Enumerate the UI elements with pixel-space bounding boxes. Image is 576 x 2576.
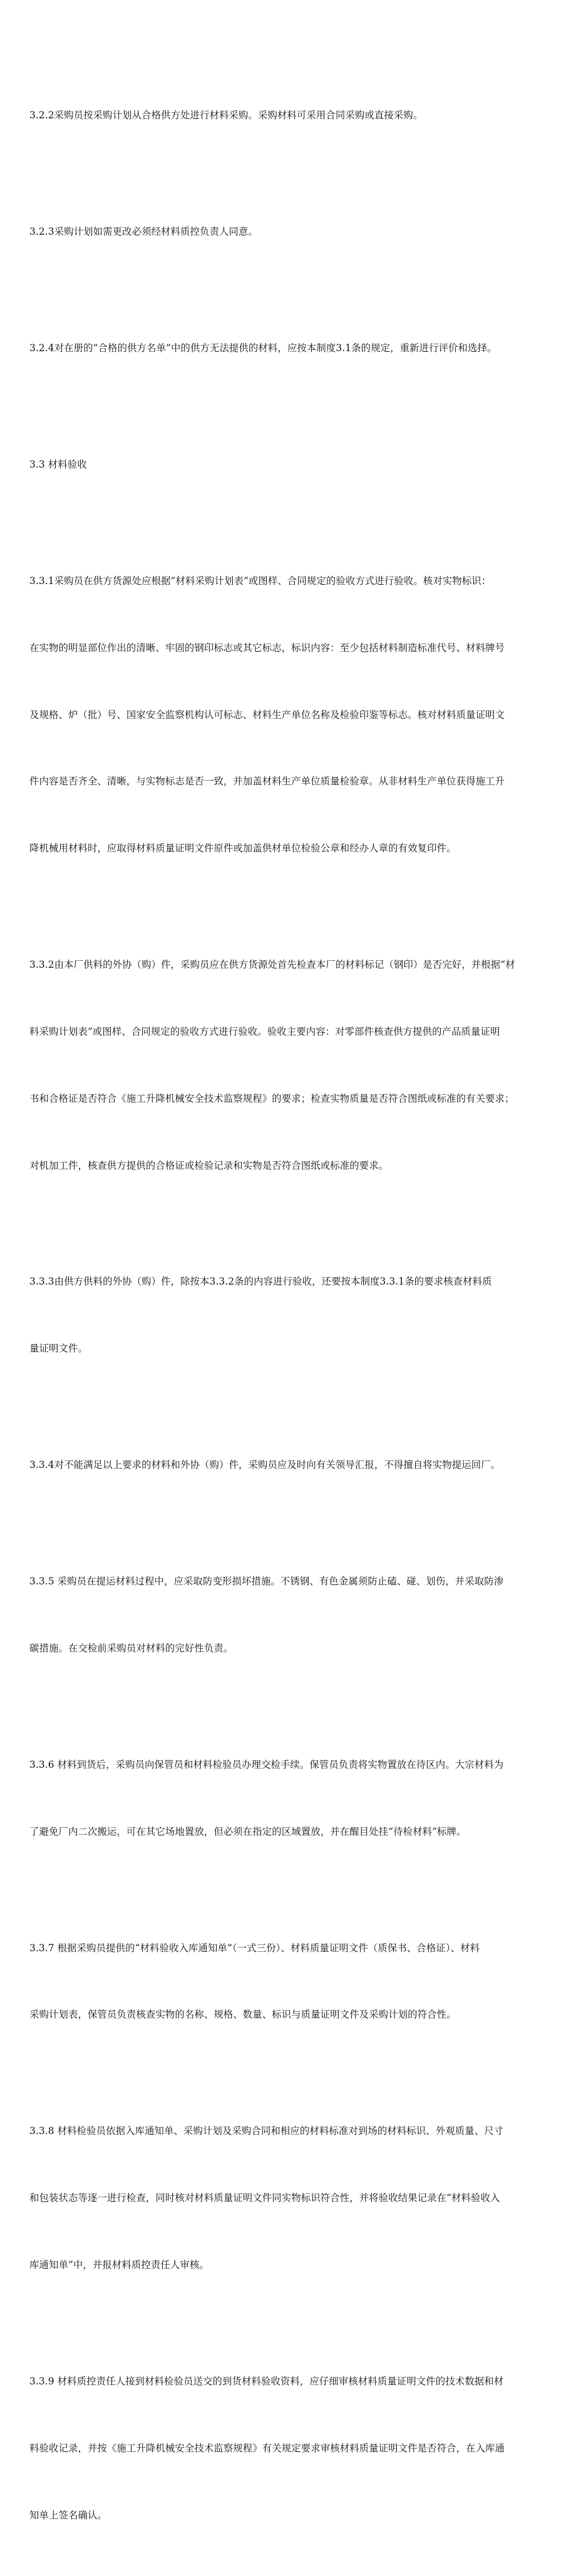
- text-line: 3.3.2由本厂供料的外协（购）件，采购员应在供方货源处首先检查本厂的材料标记（钢印）是否完好，并根据“材: [29, 959, 515, 971]
- text-line: 3.3.4对不能满足以上要求的材料和外协（购）件，采购员应及时向有关领导汇报，不得擅自将实物提运回厂。: [29, 1459, 501, 1471]
- paragraph-3-2-3: [29, 177, 554, 288]
- paragraph-3-2-2: [29, 60, 554, 172]
- section-heading-3-3: [29, 409, 554, 521]
- text-line: 料验收记录，并按《施工升降机械安全技术监察规程》有关规定要求审核材料质量证明文件是否符合，在入库通: [29, 2442, 505, 2454]
- paragraph-3-3-5: [29, 1526, 554, 1705]
- text-line: 3.3.8 材料检验员依据入库通知单、采购计划及采购合同和相应的材料标准对到场的材料标识、外观质量、尺寸: [29, 2125, 504, 2137]
- paragraph-3-3-6: [29, 1710, 554, 1888]
- text-line: 书和合格证是否符合《施工升降机械安全技术监察规程》的要求；检查实物质量是否符合图纸或标准的有关要求；: [29, 1092, 515, 1104]
- text-line: 了避免厂内二次搬运，可在其它场地置放，但必须在指定的区域置放，并在醒目处挂“待检材料”标牌。: [29, 1825, 466, 1837]
- text-line: 3.3.5 采购员在提运材料过程中，应采取防变形损坏措施。不锈钢、有色金属须防止磕、碰、划伤，并采取防渗: [29, 1576, 504, 1588]
- text-line: 知单上签名确认。: [29, 2509, 107, 2521]
- document-body: [29, 60, 554, 2576]
- text-line: 3.3.3由供方供料的外协（购）件，除按本3.3.2条的内容进行验收，还要按本制度3.3.1条的要求核查材料质: [29, 1276, 492, 1288]
- paragraph-3-3-4: [29, 1410, 554, 1521]
- paragraph-3-3-2: [29, 910, 554, 1221]
- section-title: 3.3 材料验收: [29, 459, 87, 471]
- text-line: 在实物的明显部位作出的清晰、牢固的钢印标志或其它标志，标识内容：至少包括材料制造标准代号、材料牌号: [29, 642, 505, 654]
- text-line: 降机械用材料时，应取得材料质量证明文件原件或加盖供材单位检验公章和经办人章的有效复印件。: [29, 843, 456, 854]
- text-line: 量证明文件。: [29, 1343, 88, 1355]
- text-line: 3.2.3采购计划如需更改必须经材料质控负责人同意。: [29, 226, 258, 238]
- text-line: 3.2.4对在册的“合格的供方名单”中的供方无法提供的材料，应按本制度3.1条的规定，重新进行评价和选择。: [29, 342, 497, 354]
- text-line: 对机加工件，核查供方提供的合格证或检验记录和实物是否符合图纸或标准的要求。: [29, 1159, 389, 1171]
- text-line: 3.3.6 材料到货后，采购员向保管员和材料检验员办理交检手续。保管员负责将实物置放在待区内。大宗材料为: [29, 1758, 504, 1770]
- text-line: 3.2.2采购员按采购计划从合格供方处进行材料采购。采购材料可采用合同采购或直接采购。: [29, 110, 423, 121]
- text-line: 3.3.1采购员在供方货源处应根据“材料采购计划表”或图样、合同规定的验收方式进行验收。核对实物标识：: [29, 575, 491, 587]
- paragraph-3-3-1: [29, 526, 554, 905]
- paragraph-3-3-7: [29, 1893, 554, 2071]
- paragraph-3-3-8: [29, 2076, 554, 2321]
- paragraph-3-2-4: [29, 293, 554, 404]
- text-line: 采购计划表，保管员负责核查实物的名称、规格、数量、标识与质量证明文件及采购计划的符合性。: [29, 2009, 456, 2021]
- text-line: 料采购计划表”或图样、合同规定的验收方式进行验收。验收主要内容：对零部件核查供方提供的产品质量证明: [29, 1025, 500, 1037]
- text-line: 及规格、炉（批）号、国家安全监察机构认可标志、材料生产单位名称及检验印鉴等标志。核对材料质量证明文: [29, 709, 505, 721]
- text-line: 件内容是否齐全、清晰，与实物标志是否一致，并加盖材料生产单位质量检验章。从非材料生产单位获得施工升: [29, 776, 505, 788]
- text-line: 3.3.9 材料质控责任人接到材料检验员送交的到货材料验收资料，应仔细审核材料质量证明文件的技术数据和材: [29, 2375, 504, 2387]
- text-line: 库通知单”中，并报材料质控责任人审核。: [29, 2259, 209, 2271]
- paragraph-3-3-3: [29, 1226, 554, 1405]
- text-line: 3.3.7 根据采购员提供的“材料验收入库通知单”（一式三份）、材料质量证明文件（质保书、合格证）、材料: [29, 1942, 480, 1954]
- paragraph-3-3-9: [29, 2326, 554, 2572]
- text-line: 和包装状态等逐一进行检查，同时核对材料质量证明文件同实物标识符合性，并将验收结果记录在“材料验收入: [29, 2192, 500, 2204]
- text-line: 碳措施。在交检前采购员对材料的完好性负责。: [29, 1642, 234, 1654]
